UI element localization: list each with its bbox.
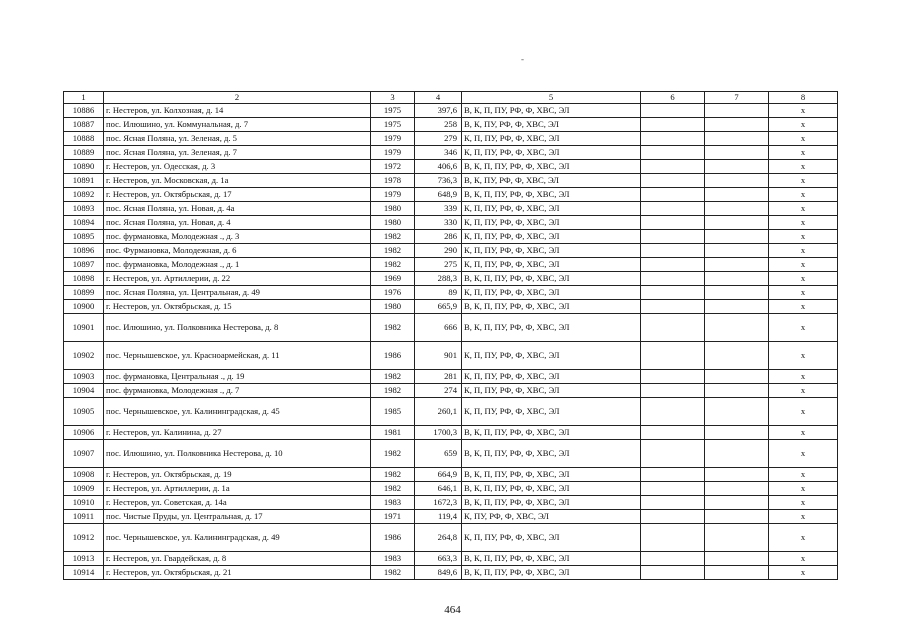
cell-col-7 bbox=[705, 496, 769, 510]
cell-year: 1982 bbox=[371, 482, 415, 496]
corner-mark: - bbox=[521, 54, 524, 64]
cell-systems: В, К, ПУ, РФ, Ф, ХВС, ЭЛ bbox=[462, 174, 641, 188]
cell-address: пос. Фурмановка, Молодежная, д. 6 bbox=[104, 244, 371, 258]
table-row bbox=[64, 272, 838, 286]
cell-year: 1980 bbox=[371, 202, 415, 216]
cell-systems: В, К, П, ПУ, РФ, Ф, ХВС, ЭЛ bbox=[462, 160, 641, 174]
table-row bbox=[64, 146, 838, 160]
cell-col-8: х bbox=[769, 314, 838, 342]
cell-area: 330 bbox=[415, 216, 462, 230]
cell-col-6 bbox=[641, 496, 705, 510]
cell-systems: К, П, ПУ, РФ, Ф, ХВС, ЭЛ bbox=[462, 370, 641, 384]
cell-col-8: х bbox=[769, 566, 838, 580]
cell-col-6 bbox=[641, 370, 705, 384]
cell-address: г. Нестеров, ул. Калинина, д. 27 bbox=[104, 426, 371, 440]
register-table bbox=[63, 91, 838, 580]
cell-area: 258 bbox=[415, 118, 462, 132]
cell-col-6 bbox=[641, 230, 705, 244]
cell-col-7 bbox=[705, 510, 769, 524]
cell-area: 666 bbox=[415, 314, 462, 342]
cell-systems: К, ПУ, РФ, Ф, ХВС, ЭЛ bbox=[462, 510, 641, 524]
table-row bbox=[64, 426, 838, 440]
cell-col-6 bbox=[641, 398, 705, 426]
cell-systems: В, К, П, ПУ, РФ, Ф, ХВС, ЭЛ bbox=[462, 272, 641, 286]
cell-address: г. Нестеров, ул. Октябрьская, д. 19 bbox=[104, 468, 371, 482]
cell-systems: В, К, П, ПУ, РФ, Ф, ХВС, ЭЛ bbox=[462, 300, 641, 314]
cell-col-7 bbox=[705, 216, 769, 230]
cell-number: 10886 bbox=[64, 104, 104, 118]
cell-year: 1982 bbox=[371, 244, 415, 258]
cell-systems: К, П, ПУ, РФ, Ф, ХВС, ЭЛ bbox=[462, 244, 641, 258]
cell-col-6 bbox=[641, 286, 705, 300]
cell-systems: В, К, П, ПУ, РФ, Ф, ХВС, ЭЛ bbox=[462, 496, 641, 510]
cell-address: пос. Чернышевское, ул. Калининградская, д. 49 bbox=[104, 524, 371, 552]
header-col-2: 2 bbox=[104, 92, 371, 104]
cell-col-8: х bbox=[769, 118, 838, 132]
cell-area: 339 bbox=[415, 202, 462, 216]
cell-col-7 bbox=[705, 524, 769, 552]
cell-number: 10901 bbox=[64, 314, 104, 342]
cell-address: г. Нестеров, ул. Одесская, д. 3 bbox=[104, 160, 371, 174]
table-row bbox=[64, 132, 838, 146]
cell-systems: К, П, ПУ, РФ, Ф, ХВС, ЭЛ bbox=[462, 230, 641, 244]
cell-systems: К, П, ПУ, РФ, Ф, ХВС, ЭЛ bbox=[462, 524, 641, 552]
cell-col-7 bbox=[705, 482, 769, 496]
cell-year: 1986 bbox=[371, 342, 415, 370]
cell-year: 1971 bbox=[371, 510, 415, 524]
cell-col-8: х bbox=[769, 524, 838, 552]
cell-year: 1979 bbox=[371, 188, 415, 202]
cell-number: 10899 bbox=[64, 286, 104, 300]
cell-year: 1982 bbox=[371, 384, 415, 398]
cell-col-8: х bbox=[769, 370, 838, 384]
cell-number: 10897 bbox=[64, 258, 104, 272]
cell-col-6 bbox=[641, 188, 705, 202]
cell-year: 1982 bbox=[371, 230, 415, 244]
cell-col-8: х bbox=[769, 160, 838, 174]
cell-systems: К, П, ПУ, РФ, Ф, ХВС, ЭЛ bbox=[462, 286, 641, 300]
cell-year: 1976 bbox=[371, 286, 415, 300]
cell-col-6 bbox=[641, 510, 705, 524]
table-row bbox=[64, 384, 838, 398]
table-row bbox=[64, 118, 838, 132]
cell-address: пос. Ясная Поляна, ул. Центральная, д. 49 bbox=[104, 286, 371, 300]
cell-col-7 bbox=[705, 314, 769, 342]
cell-col-6 bbox=[641, 566, 705, 580]
cell-area: 659 bbox=[415, 440, 462, 468]
header-col-3: 3 bbox=[371, 92, 415, 104]
cell-address: г. Нестеров, ул. Советская, д. 14а bbox=[104, 496, 371, 510]
cell-col-6 bbox=[641, 482, 705, 496]
cell-col-8: х bbox=[769, 468, 838, 482]
cell-systems: В, К, П, ПУ, РФ, Ф, ХВС, ЭЛ bbox=[462, 440, 641, 468]
cell-col-8: х bbox=[769, 244, 838, 258]
table-row bbox=[64, 398, 838, 426]
cell-col-7 bbox=[705, 230, 769, 244]
cell-systems: В, К, П, ПУ, РФ, Ф, ХВС, ЭЛ bbox=[462, 482, 641, 496]
cell-col-8: х bbox=[769, 510, 838, 524]
cell-area: 260,1 bbox=[415, 398, 462, 426]
table-row bbox=[64, 216, 838, 230]
cell-number: 10903 bbox=[64, 370, 104, 384]
cell-number: 10911 bbox=[64, 510, 104, 524]
cell-col-7 bbox=[705, 398, 769, 426]
header-col-6: 6 bbox=[641, 92, 705, 104]
cell-area: 665,9 bbox=[415, 300, 462, 314]
cell-address: пос. фурмановка, Молодежная ., д. 1 bbox=[104, 258, 371, 272]
cell-col-7 bbox=[705, 146, 769, 160]
cell-col-6 bbox=[641, 314, 705, 342]
cell-col-8: х bbox=[769, 482, 838, 496]
cell-year: 1980 bbox=[371, 216, 415, 230]
header-col-5: 5 bbox=[462, 92, 641, 104]
cell-year: 1969 bbox=[371, 272, 415, 286]
cell-col-8: х bbox=[769, 272, 838, 286]
cell-number: 10898 bbox=[64, 272, 104, 286]
cell-systems: В, К, П, ПУ, РФ, Ф, ХВС, ЭЛ bbox=[462, 552, 641, 566]
cell-col-7 bbox=[705, 342, 769, 370]
cell-address: пос. Ясная Поляна, ул. Зеленая, д. 7 bbox=[104, 146, 371, 160]
cell-area: 1700,3 bbox=[415, 426, 462, 440]
cell-col-8: х bbox=[769, 426, 838, 440]
table-row bbox=[64, 286, 838, 300]
header-col-4: 4 bbox=[415, 92, 462, 104]
table-row bbox=[64, 482, 838, 496]
cell-col-8: х bbox=[769, 188, 838, 202]
cell-year: 1982 bbox=[371, 314, 415, 342]
cell-col-6 bbox=[641, 132, 705, 146]
cell-area: 1672,3 bbox=[415, 496, 462, 510]
cell-number: 10896 bbox=[64, 244, 104, 258]
cell-col-7 bbox=[705, 426, 769, 440]
cell-col-7 bbox=[705, 132, 769, 146]
cell-col-7 bbox=[705, 118, 769, 132]
table-row bbox=[64, 160, 838, 174]
cell-systems: В, К, П, ПУ, РФ, Ф, ХВС, ЭЛ bbox=[462, 468, 641, 482]
cell-col-8: х bbox=[769, 258, 838, 272]
cell-number: 10887 bbox=[64, 118, 104, 132]
cell-address: г. Нестеров, ул. Октябрьская, д. 17 bbox=[104, 188, 371, 202]
cell-area: 274 bbox=[415, 384, 462, 398]
cell-col-7 bbox=[705, 188, 769, 202]
cell-area: 849,6 bbox=[415, 566, 462, 580]
cell-number: 10893 bbox=[64, 202, 104, 216]
cell-address: г. Нестеров, ул. Артиллерии, д. 1а bbox=[104, 482, 371, 496]
table-row bbox=[64, 370, 838, 384]
cell-col-8: х bbox=[769, 398, 838, 426]
cell-address: г. Нестеров, ул. Октябрьская, д. 15 bbox=[104, 300, 371, 314]
cell-number: 10914 bbox=[64, 566, 104, 580]
cell-number: 10895 bbox=[64, 230, 104, 244]
cell-number: 10889 bbox=[64, 146, 104, 160]
cell-address: пос. фурмановка, Центральная ., д. 19 bbox=[104, 370, 371, 384]
cell-col-6 bbox=[641, 118, 705, 132]
table-row bbox=[64, 566, 838, 580]
cell-address: пос. Ясная Поляна, ул. Новая, д. 4а bbox=[104, 202, 371, 216]
cell-address: пос. фурмановка, Молодежная ., д. 3 bbox=[104, 230, 371, 244]
cell-year: 1975 bbox=[371, 104, 415, 118]
header-col-1: 1 bbox=[64, 92, 104, 104]
cell-col-8: х bbox=[769, 552, 838, 566]
cell-number: 10912 bbox=[64, 524, 104, 552]
cell-area: 346 bbox=[415, 146, 462, 160]
cell-number: 10892 bbox=[64, 188, 104, 202]
cell-area: 290 bbox=[415, 244, 462, 258]
cell-col-7 bbox=[705, 384, 769, 398]
cell-year: 1982 bbox=[371, 258, 415, 272]
cell-area: 281 bbox=[415, 370, 462, 384]
cell-systems: В, К, П, ПУ, РФ, Ф, ХВС, ЭЛ bbox=[462, 426, 641, 440]
cell-col-6 bbox=[641, 342, 705, 370]
cell-col-7 bbox=[705, 272, 769, 286]
cell-area: 288,3 bbox=[415, 272, 462, 286]
cell-col-8: х bbox=[769, 496, 838, 510]
cell-col-7 bbox=[705, 468, 769, 482]
cell-col-6 bbox=[641, 272, 705, 286]
cell-area: 406,6 bbox=[415, 160, 462, 174]
cell-year: 1979 bbox=[371, 132, 415, 146]
cell-col-6 bbox=[641, 426, 705, 440]
table-body bbox=[64, 92, 838, 580]
table-row bbox=[64, 244, 838, 258]
cell-col-8: х bbox=[769, 146, 838, 160]
cell-year: 1972 bbox=[371, 160, 415, 174]
cell-col-6 bbox=[641, 524, 705, 552]
cell-number: 10907 bbox=[64, 440, 104, 468]
cell-col-8: х bbox=[769, 202, 838, 216]
cell-col-6 bbox=[641, 300, 705, 314]
header-col-7: 7 bbox=[705, 92, 769, 104]
cell-col-6 bbox=[641, 202, 705, 216]
cell-area: 286 bbox=[415, 230, 462, 244]
cell-systems: К, П, ПУ, РФ, Ф, ХВС, ЭЛ bbox=[462, 216, 641, 230]
cell-col-7 bbox=[705, 552, 769, 566]
cell-number: 10910 bbox=[64, 496, 104, 510]
cell-year: 1985 bbox=[371, 398, 415, 426]
table-row bbox=[64, 230, 838, 244]
cell-area: 279 bbox=[415, 132, 462, 146]
cell-area: 275 bbox=[415, 258, 462, 272]
table-row bbox=[64, 552, 838, 566]
cell-col-7 bbox=[705, 370, 769, 384]
cell-year: 1980 bbox=[371, 300, 415, 314]
cell-col-6 bbox=[641, 216, 705, 230]
cell-address: г. Нестеров, ул. Колхозная, д. 14 bbox=[104, 104, 371, 118]
cell-year: 1983 bbox=[371, 552, 415, 566]
cell-number: 10913 bbox=[64, 552, 104, 566]
cell-col-6 bbox=[641, 468, 705, 482]
cell-col-6 bbox=[641, 258, 705, 272]
cell-area: 264,8 bbox=[415, 524, 462, 552]
table-row bbox=[64, 188, 838, 202]
cell-number: 10902 bbox=[64, 342, 104, 370]
cell-systems: В, К, П, ПУ, РФ, Ф, ХВС, ЭЛ bbox=[462, 566, 641, 580]
cell-systems: К, П, ПУ, РФ, Ф, ХВС, ЭЛ bbox=[462, 146, 641, 160]
cell-year: 1981 bbox=[371, 426, 415, 440]
cell-col-7 bbox=[705, 202, 769, 216]
cell-col-6 bbox=[641, 440, 705, 468]
cell-col-6 bbox=[641, 160, 705, 174]
cell-year: 1975 bbox=[371, 118, 415, 132]
cell-number: 10906 bbox=[64, 426, 104, 440]
cell-address: пос. Илюшино, ул. Коммунальная, д. 7 bbox=[104, 118, 371, 132]
cell-col-8: х bbox=[769, 286, 838, 300]
cell-col-8: х bbox=[769, 300, 838, 314]
cell-col-7 bbox=[705, 160, 769, 174]
cell-col-7 bbox=[705, 244, 769, 258]
cell-col-8: х bbox=[769, 132, 838, 146]
cell-address: пос. Чернышевское, ул. Красноармейская, д. 11 bbox=[104, 342, 371, 370]
table-row bbox=[64, 300, 838, 314]
cell-year: 1983 bbox=[371, 496, 415, 510]
cell-systems: К, П, ПУ, РФ, Ф, ХВС, ЭЛ bbox=[462, 398, 641, 426]
cell-number: 10888 bbox=[64, 132, 104, 146]
cell-area: 89 bbox=[415, 286, 462, 300]
cell-col-6 bbox=[641, 244, 705, 258]
cell-col-7 bbox=[705, 174, 769, 188]
table-row bbox=[64, 104, 838, 118]
cell-col-7 bbox=[705, 300, 769, 314]
table-row bbox=[64, 342, 838, 370]
table-row bbox=[64, 314, 838, 342]
cell-address: пос. Илюшино, ул. Полковника Нестерова, д. 10 bbox=[104, 440, 371, 468]
cell-area: 119,4 bbox=[415, 510, 462, 524]
cell-col-7 bbox=[705, 258, 769, 272]
cell-systems: В, К, П, ПУ, РФ, Ф, ХВС, ЭЛ bbox=[462, 314, 641, 342]
cell-col-8: х bbox=[769, 104, 838, 118]
cell-systems: К, П, ПУ, РФ, Ф, ХВС, ЭЛ bbox=[462, 202, 641, 216]
cell-col-8: х bbox=[769, 440, 838, 468]
cell-address: г. Нестеров, ул. Артиллерии, д. 22 bbox=[104, 272, 371, 286]
cell-number: 10890 bbox=[64, 160, 104, 174]
cell-col-6 bbox=[641, 384, 705, 398]
cell-number: 10905 bbox=[64, 398, 104, 426]
cell-year: 1982 bbox=[371, 468, 415, 482]
cell-col-7 bbox=[705, 440, 769, 468]
cell-number: 10908 bbox=[64, 468, 104, 482]
cell-year: 1982 bbox=[371, 440, 415, 468]
cell-address: пос. фурмановка, Молодежная ., д. 7 bbox=[104, 384, 371, 398]
table-row bbox=[64, 258, 838, 272]
cell-number: 10894 bbox=[64, 216, 104, 230]
page-number: 464 bbox=[444, 604, 461, 616]
cell-year: 1979 bbox=[371, 146, 415, 160]
table-row bbox=[64, 202, 838, 216]
cell-col-8: х bbox=[769, 384, 838, 398]
cell-col-7 bbox=[705, 104, 769, 118]
cell-address: г. Нестеров, ул. Московская, д. 1а bbox=[104, 174, 371, 188]
table-row bbox=[64, 174, 838, 188]
cell-number: 10904 bbox=[64, 384, 104, 398]
header-col-8: 8 bbox=[769, 92, 838, 104]
table-row bbox=[64, 468, 838, 482]
cell-systems: К, П, ПУ, РФ, Ф, ХВС, ЭЛ bbox=[462, 258, 641, 272]
cell-col-8: х bbox=[769, 342, 838, 370]
cell-address: пос. Чернышевское, ул. Калининградская, д. 45 bbox=[104, 398, 371, 426]
table-header-row bbox=[64, 92, 838, 104]
cell-number: 10891 bbox=[64, 174, 104, 188]
cell-col-7 bbox=[705, 286, 769, 300]
cell-area: 736,3 bbox=[415, 174, 462, 188]
cell-col-6 bbox=[641, 146, 705, 160]
cell-area: 648,9 bbox=[415, 188, 462, 202]
cell-address: пос. Ясная Поляна, ул. Зеленая, д. 5 bbox=[104, 132, 371, 146]
cell-area: 663,3 bbox=[415, 552, 462, 566]
cell-systems: К, П, ПУ, РФ, Ф, ХВС, ЭЛ bbox=[462, 342, 641, 370]
cell-area: 901 bbox=[415, 342, 462, 370]
cell-systems: В, К, П, ПУ, РФ, Ф, ХВС, ЭЛ bbox=[462, 104, 641, 118]
cell-address: г. Нестеров, ул. Октябрьская, д. 21 bbox=[104, 566, 371, 580]
table-row bbox=[64, 524, 838, 552]
table-row bbox=[64, 496, 838, 510]
cell-col-6 bbox=[641, 104, 705, 118]
cell-col-8: х bbox=[769, 174, 838, 188]
cell-systems: В, К, П, ПУ, РФ, Ф, ХВС, ЭЛ bbox=[462, 188, 641, 202]
cell-col-6 bbox=[641, 552, 705, 566]
cell-address: пос. Чистые Пруды, ул. Центральная, д. 17 bbox=[104, 510, 371, 524]
cell-area: 664,9 bbox=[415, 468, 462, 482]
cell-col-6 bbox=[641, 174, 705, 188]
cell-address: пос. Ясная Поляна, ул. Новая, д. 4 bbox=[104, 216, 371, 230]
table-row bbox=[64, 440, 838, 468]
cell-systems: К, П, ПУ, РФ, Ф, ХВС, ЭЛ bbox=[462, 132, 641, 146]
cell-year: 1978 bbox=[371, 174, 415, 188]
cell-systems: В, К, ПУ, РФ, Ф, ХВС, ЭЛ bbox=[462, 118, 641, 132]
cell-address: г. Нестеров, ул. Гвардейская, д. 8 bbox=[104, 552, 371, 566]
cell-year: 1986 bbox=[371, 524, 415, 552]
cell-year: 1982 bbox=[371, 566, 415, 580]
table-row bbox=[64, 510, 838, 524]
cell-area: 646,1 bbox=[415, 482, 462, 496]
cell-number: 10900 bbox=[64, 300, 104, 314]
cell-col-7 bbox=[705, 566, 769, 580]
cell-col-8: х bbox=[769, 230, 838, 244]
cell-address: пос. Илюшино, ул. Полковника Нестерова, д. 8 bbox=[104, 314, 371, 342]
cell-number: 10909 bbox=[64, 482, 104, 496]
cell-systems: К, П, ПУ, РФ, Ф, ХВС, ЭЛ bbox=[462, 384, 641, 398]
cell-col-8: х bbox=[769, 216, 838, 230]
cell-year: 1982 bbox=[371, 370, 415, 384]
cell-area: 397,6 bbox=[415, 104, 462, 118]
